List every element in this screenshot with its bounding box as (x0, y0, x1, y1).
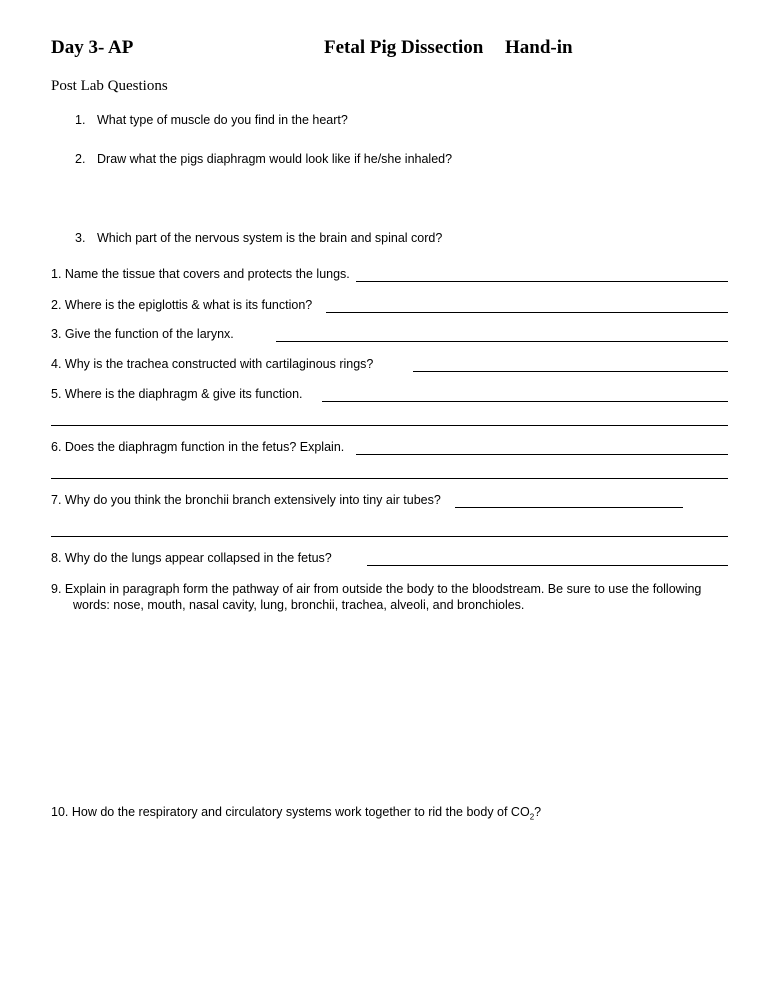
header-title: Fetal Pig Dissection (324, 37, 484, 58)
question-9-line-1: 9. Explain in paragraph form the pathway of air from outside the body to the bloodstream. Be sure to use the following (51, 582, 702, 596)
question-8: 8. Why do the lungs appear collapsed in the fetus? (51, 551, 332, 565)
answer-line-7b (51, 536, 728, 537)
answer-line-6b (51, 478, 728, 479)
post-lab-num-1: 1. (75, 113, 86, 127)
question-4: 4. Why is the trachea constructed with cartilaginous rings? (51, 357, 374, 371)
question-10-text: 10. How do the respiratory and circulatory systems work together to rid the body of CO (51, 805, 530, 819)
question-2: 2. Where is the epiglottis & what is its function? (51, 298, 313, 312)
answer-line-3 (276, 341, 728, 342)
post-lab-question-3: Which part of the nervous system is the brain and spinal cord? (97, 231, 443, 245)
question-10-subscript: 2 (529, 812, 535, 822)
post-lab-num-3: 3. (75, 231, 86, 245)
question-7: 7. Why do you think the bronchii branch extensively into tiny air tubes? (51, 493, 441, 507)
question-3: 3. Give the function of the larynx. (51, 327, 234, 341)
header-hand-in: Hand-in (505, 37, 573, 58)
question-1: 1. Name the tissue that covers and protects the lungs. (51, 267, 350, 281)
answer-line-2 (326, 312, 728, 313)
question-6: 6. Does the diaphragm function in the fetus? Explain. (51, 440, 345, 454)
question-5: 5. Where is the diaphragm & give its function. (51, 387, 303, 401)
post-lab-num-2: 2. (75, 152, 86, 166)
answer-line-4 (413, 371, 728, 372)
answer-line-8 (367, 565, 728, 566)
post-lab-question-2: Draw what the pigs diaphragm would look like if he/she inhaled? (97, 152, 453, 166)
section-title: Post Lab Questions (51, 78, 168, 94)
answer-line-5b (51, 425, 728, 426)
answer-line-6a (356, 454, 728, 455)
question-10 (51, 805, 541, 822)
header-day-label: Day 3- AP (51, 37, 134, 58)
post-lab-question-1: What type of muscle do you find in the heart? (97, 113, 348, 127)
question-10-end: ? (534, 805, 542, 819)
answer-line-1 (356, 281, 728, 282)
answer-line-5a (322, 401, 728, 402)
question-9-line-2: words: nose, mouth, nasal cavity, lung, bronchii, trachea, alveoli, and bronchioles. (73, 598, 525, 612)
answer-line-7a (455, 507, 683, 508)
